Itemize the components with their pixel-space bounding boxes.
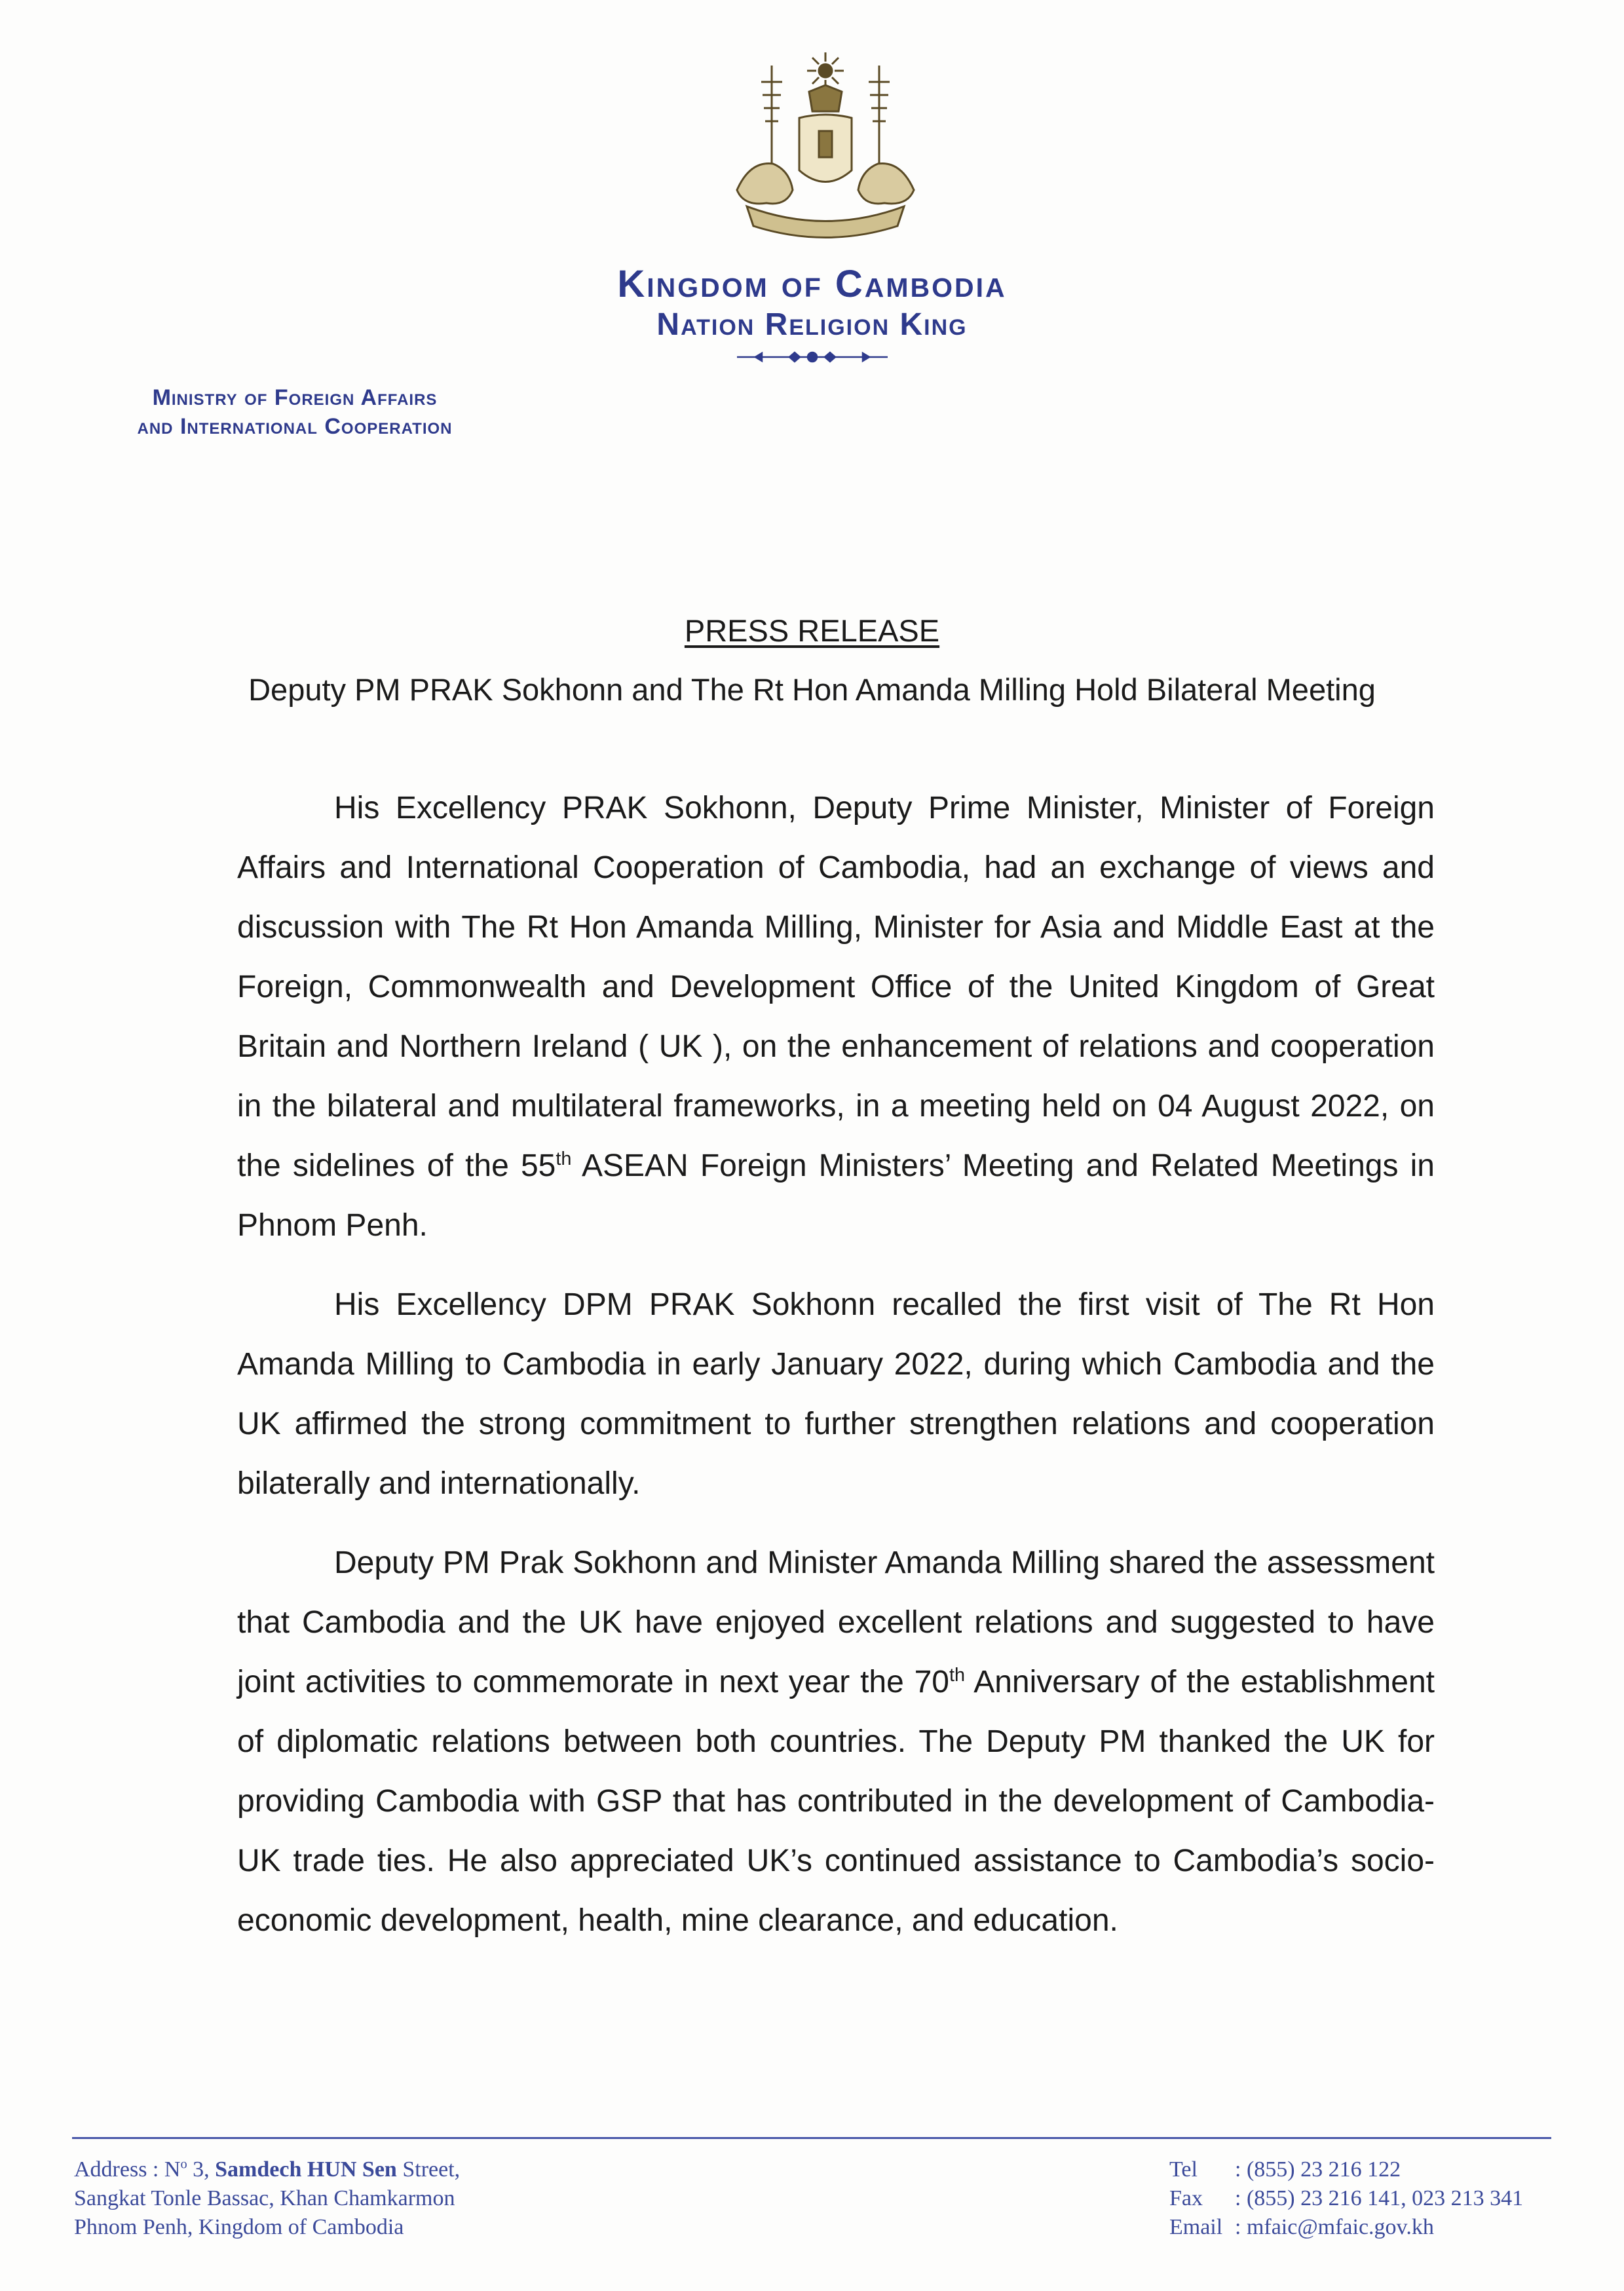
address-street-name: Samdech HUN Sen	[215, 2157, 397, 2182]
address-line-2: Sangkat Tonle Bassac, Khan Chamkarmon	[74, 2186, 455, 2210]
paragraph-1-text-b: ASEAN Foreign Ministers’ Meeting and Related Meetings in Phnom Penh.	[237, 1148, 1435, 1243]
paragraph-1-text-a: His Excellency PRAK Sokhonn, Deputy Prime Minister, Minister of Foreign Affairs and International Cooperation of Cambodia, had an exchange of views and discussion with The Rt Hon Amanda Milling, Minister for Asia and Middle East at the Foreign, Commonwealth and Development Office of the United Kingdom of Great Britain and Northern Ireland ( UK ), on the enhancement of relations and cooperation in the bilateral and multilateral frameworks, in a meeting held on 04 August 2022, on the sidelines of the 55	[237, 791, 1435, 1183]
address-number-sign: o	[180, 2157, 187, 2172]
footer-divider	[72, 2137, 1551, 2139]
email-value[interactable]: : mfaic@mfaic.gov.kh	[1235, 2215, 1434, 2239]
ministry-line-2: and International Cooperation	[137, 414, 453, 439]
fax-label: Fax	[1169, 2186, 1203, 2210]
address-label: Address : N	[74, 2157, 181, 2182]
address-line-1	[74, 2155, 460, 2184]
contact-email	[1169, 2213, 1523, 2242]
national-motto: Nation Religion King	[656, 307, 968, 342]
contact-fax	[1169, 2184, 1523, 2213]
footer-address	[74, 2155, 460, 2242]
royal-arms-emblem	[721, 46, 930, 249]
email-label: Email	[1169, 2215, 1223, 2239]
paragraph-3-ordinal: th	[949, 1665, 966, 1686]
paragraph-1-ordinal: th	[556, 1148, 572, 1169]
press-release-label: PRESS RELEASE	[684, 613, 940, 648]
press-release-title: Deputy PM PRAK Sokhonn and The Rt Hon Amanda Milling Hold Bilateral Meeting	[248, 672, 1376, 707]
address-number: 3,	[187, 2157, 216, 2182]
address-line-3: Phnom Penh, Kingdom of Cambodia	[74, 2215, 404, 2239]
ministry-name	[66, 383, 524, 441]
paragraph-3-text-b: Anniversary of the establishment of diplomatic relations between both countries. The Deputy PM thanked the UK for providing Cambodia with GSP that has contributed in the development of Cambodia-UK trade ties. He also appreciated UK’s continued assistance to Cambodia’s socio-economic development, health, mine clearance, and education.	[237, 1665, 1435, 1938]
paragraph-1	[237, 778, 1435, 1255]
address-street-suffix: Street,	[396, 2157, 461, 2182]
kingdom-name: Kingdom of Cambodia	[617, 263, 1007, 305]
tel-value: : (855) 23 216 122	[1235, 2157, 1401, 2182]
ministry-line-1: Ministry of Foreign Affairs	[152, 385, 438, 410]
fax-value: : (855) 23 216 141, 023 213 341	[1235, 2186, 1524, 2210]
paragraph-3-text-a: Deputy PM Prak Sokhonn and Minister Amanda Milling shared the assessment that Cambodia and the UK have enjoyed excellent relations and suggested to have joint activities to commemorate in next year the 70	[237, 1545, 1435, 1699]
paragraph-3	[237, 1533, 1435, 1950]
press-release-body	[237, 778, 1435, 1970]
contact-tel	[1169, 2155, 1523, 2184]
footer-contacts	[1169, 2155, 1523, 2242]
paragraph-2: His Excellency DPM PRAK Sokhonn recalled the first visit of The Rt Hon Amanda Milling to Cambodia in early January 2022, during which Cambodia and the UK affirmed the strong commitment to further strengthen relations and cooperation bilaterally and internationally.	[237, 1287, 1435, 1501]
ornament-divider-icon	[737, 349, 888, 366]
tel-label: Tel	[1169, 2157, 1198, 2182]
